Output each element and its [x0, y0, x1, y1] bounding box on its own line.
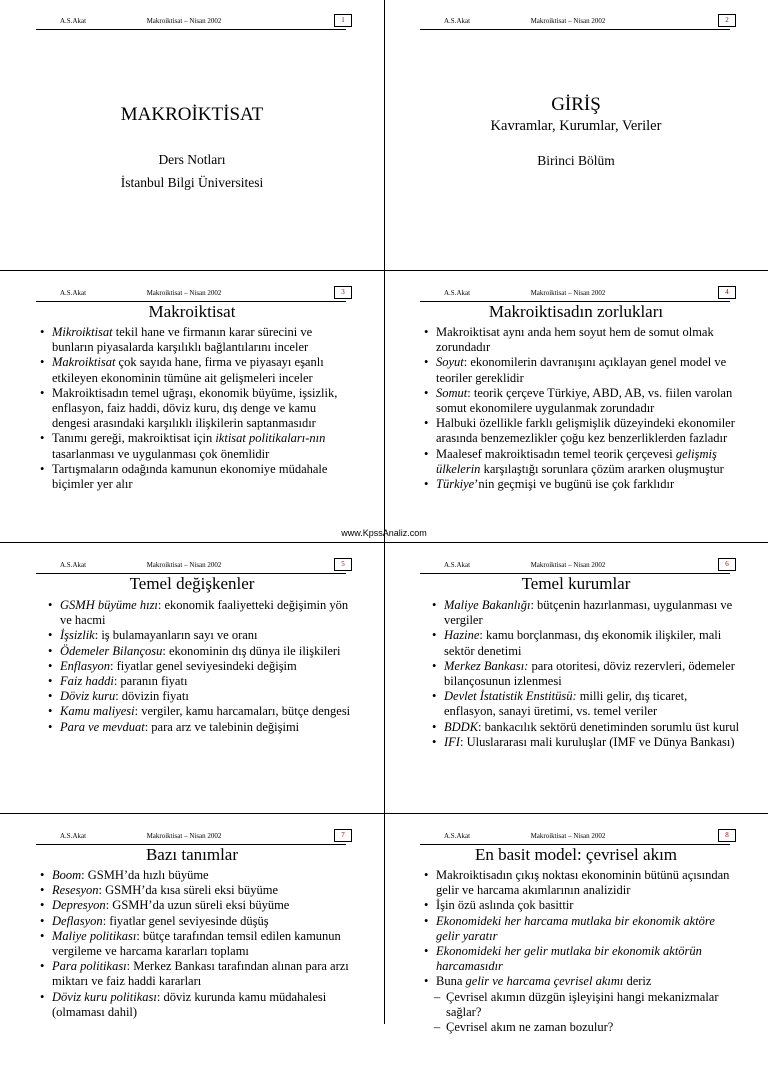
bullet-text: : fiyatlar genel seviyesindeki değişim	[110, 658, 297, 673]
bullet-item	[40, 914, 356, 929]
slide-header	[420, 558, 729, 574]
author: A.S.Akat	[60, 289, 87, 297]
bullet-term: Resesyon	[52, 883, 99, 898]
slide-3	[0, 272, 384, 542]
slide-number: 5	[334, 558, 352, 571]
bullet-text: : bankacılık sektörü denetiminden sorumlu üst kurul	[478, 719, 740, 734]
bullet-text: karşılaştığı sorunlara çözüm ararken oluşmuştur	[480, 461, 724, 476]
slide-header	[36, 558, 345, 574]
bullet-list	[40, 868, 356, 1020]
bullet-text: Buna	[436, 974, 466, 989]
bullet-term: Para politikası	[52, 959, 127, 974]
bullet-text: : döviz kurunda kamu müdahalesi (olmaması dahil)	[52, 989, 327, 1019]
author: A.S.Akat	[444, 832, 471, 840]
slide-number: 8	[718, 829, 736, 842]
bullet-item	[424, 974, 740, 989]
slide-subtitle: Ders Notları	[158, 152, 226, 167]
header-rule	[420, 29, 730, 30]
slide-8	[384, 815, 768, 1085]
bullet-list	[48, 598, 356, 735]
slide-title: Temel kurumlar	[521, 574, 631, 593]
bullet-text: : GSMH’da kısa süreli eksi büyüme	[98, 883, 279, 898]
watermark-text: www.KpssAnaliz.com	[341, 528, 427, 538]
bullet-term: Merkez Bankası:	[444, 658, 529, 673]
bullet-item	[40, 325, 356, 355]
bullet-term: GSMH büyüme hızı	[60, 598, 158, 612]
bullet-item	[40, 462, 356, 492]
bullet-text: : para arz ve talebinin değişimi	[144, 719, 300, 734]
bullet-list	[424, 868, 740, 1035]
author: A.S.Akat	[60, 17, 87, 25]
bullet-item	[424, 898, 740, 913]
bullet-item	[424, 416, 740, 446]
header-rule	[36, 29, 346, 30]
bullet-text: ’nin geçmişi ve bugünü ise çok farklıdır	[474, 477, 675, 492]
bullet-item	[40, 431, 356, 461]
bullet-item	[432, 628, 740, 658]
course-title: Makroiktisat – Nisan 2002	[146, 17, 222, 25]
bullet-item	[432, 659, 740, 689]
bullet-item	[40, 898, 356, 913]
bullet-text: : Merkez Bankası tarafından alınan para arzı miktarı ve faiz haddi kararları	[52, 959, 349, 989]
bullet-item	[48, 720, 356, 735]
bullet-item	[424, 386, 740, 416]
bullet-item	[48, 598, 356, 628]
bullet-term: Maliye Bakanlığı	[444, 598, 531, 612]
bullet-item	[424, 447, 740, 477]
bullet-term: Ekonomideki her harcama mutlaka bir ekonomik aktöre gelir yaratır	[436, 913, 715, 943]
bullet-item	[424, 868, 740, 898]
bullet-term: Maliye politikası	[52, 928, 137, 943]
bullet-text: Tanımı gereği, makroiktisat için	[52, 431, 216, 446]
slide-4	[384, 272, 768, 542]
bullet-text: : kamu borçlanması, dış ekonomik ilişkiler, mali sektör denetimi	[444, 628, 722, 658]
bullet-term: Soyut	[436, 355, 464, 370]
bullet-item	[48, 659, 356, 674]
slide-7	[0, 815, 384, 1085]
bullet-item	[48, 689, 356, 704]
slide-5	[0, 544, 384, 814]
slide-subtitle: Kavramlar, Kurumlar, Veriler	[490, 118, 662, 134]
sub-bullet-item: – Çevrisel akımın düzgün işleyişini hangi mekanizmalar sağlar?	[424, 990, 740, 1020]
slide-1	[0, 0, 384, 270]
bullet-item	[432, 735, 740, 750]
bullet-item	[48, 628, 356, 643]
slide-header	[36, 14, 345, 30]
bullet-term: İşsizlik	[60, 628, 95, 643]
bullet-text: Makroiktisadın temel uğraşı, ekonomik büyüme, işsizlik, enflasyon, faiz haddi, döviz kuru, dış denge ve kamu dengesi arasındaki karşılıklı ilişkilerin saptanmasıdır	[52, 385, 338, 431]
author: A.S.Akat	[60, 832, 87, 840]
bullet-item	[40, 883, 356, 898]
bullet-text: : Uluslararası mali kuruluşlar (IMF ve Dünya Bankası)	[459, 734, 735, 749]
bullet-item	[432, 598, 740, 628]
bullet-item	[40, 959, 356, 989]
bullet-term: Döviz kuru politikası	[52, 989, 157, 1004]
bullet-text: : paranın fiyatı	[113, 674, 188, 689]
slide-header	[420, 14, 729, 30]
bullet-item	[432, 689, 740, 719]
bullet-text: : vergiler, kamu harcamaları, bütçe dengesi	[134, 704, 351, 719]
bullet-item	[424, 477, 740, 492]
bullet-text: çok sayıda hane, firma ve piyasayı eşanlı etkileyen ekonominin tümüne ait gelişmeleri inceler	[52, 355, 324, 385]
author: A.S.Akat	[444, 561, 471, 569]
institution: İstanbul Bilgi Üniversitesi	[120, 175, 264, 190]
bullet-item	[424, 325, 740, 355]
bullet-term: Mikroiktisat	[52, 325, 113, 339]
bullet-term: Somut	[436, 385, 468, 400]
bullet-text: Makroiktisat aynı anda hem soyut hem de somut olmak zorundadır	[436, 325, 714, 355]
bullet-item	[424, 355, 740, 385]
bullet-text: Halbuki özellikle farklı gelişmişlik düzeyindeki ekonomiler arasında benzemezlikler çoğu kez benzerliklerden fazladır	[436, 416, 735, 446]
bullet-text: : fiyatlar genel seviyesinde düşüş	[102, 913, 269, 928]
slide-2	[384, 0, 768, 270]
bullet-item	[40, 868, 356, 883]
course-title: Makroiktisat – Nisan 2002	[146, 832, 222, 840]
slide-title: GİRİŞ	[551, 94, 601, 115]
bullet-text: Tartışmaların odağında kamunun ekonomiye müdahale biçimler yer alır	[52, 461, 328, 492]
bullet-text: : dövizin fiyatı	[115, 689, 189, 704]
author: A.S.Akat	[444, 289, 471, 297]
bullet-item	[40, 355, 356, 385]
bullet-term: gelişmiş ülkelerin	[436, 446, 717, 476]
author: A.S.Akat	[60, 561, 87, 569]
bullet-term: gelir ve harcama çevrisel akımı	[465, 974, 624, 989]
course-title: Makroiktisat – Nisan 2002	[530, 17, 606, 25]
slide-number: 6	[718, 558, 736, 571]
bullet-term: Kamu maliyesi	[60, 704, 135, 719]
bullet-term: Türkiye	[436, 477, 475, 492]
bullet-term: BDDK	[444, 719, 479, 734]
bullet-item	[48, 704, 356, 719]
slide-number: 4	[718, 286, 736, 299]
bullet-item	[40, 386, 356, 432]
bullet-item	[48, 644, 356, 659]
bullet-term: Faiz haddi	[60, 674, 114, 689]
course-title: Makroiktisat – Nisan 2002	[530, 561, 606, 569]
bullet-term: Boom	[52, 868, 82, 882]
bullet-text: : bütçe tarafından temsil edilen kamunun vergileme ve harcama kararları toplamı	[52, 928, 341, 959]
bullet-term: Para ve mevduat	[60, 719, 145, 734]
bullet-text: : iş bulamayanların sayı ve oranı	[94, 628, 258, 643]
slide-header	[36, 286, 345, 302]
bullet-text: : GSMH’da hızlı büyüme	[81, 868, 209, 882]
bullet-item	[48, 674, 356, 689]
slide-header	[36, 829, 345, 845]
bullet-item	[40, 990, 356, 1020]
course-title: Makroiktisat – Nisan 2002	[146, 561, 222, 569]
bullet-text: Maalesef makroiktisadın temel teorik çerçevesi	[436, 446, 676, 461]
slide-title: Makroiktisadın zorlukları	[488, 302, 664, 321]
bullet-text: : teorik çerçeve Türkiye, ABD, AB, vs. fiilen varolan somut ekonomilere uygulanmak zorundadır	[436, 385, 733, 416]
slide-title: MAKROİKTİSAT	[120, 104, 264, 125]
bullet-text: : GSMH’da uzun süreli eksi büyüme	[105, 898, 290, 913]
slide-header	[420, 829, 729, 845]
bullet-text: deriz	[623, 974, 652, 989]
author: A.S.Akat	[444, 17, 471, 25]
course-title: Makroiktisat – Nisan 2002	[146, 289, 222, 297]
chapter-label: Birinci Bölüm	[537, 153, 615, 168]
slide-title: En basit model: çevrisel akım	[474, 845, 678, 864]
bullet-item	[432, 720, 740, 735]
bullet-text: milli gelir, dış ticaret, enflasyon, sanayi üretimi, vs. temel veriler	[444, 689, 688, 719]
bullet-term: Döviz kuru	[60, 689, 116, 704]
bullet-item	[424, 944, 740, 974]
bullet-text: İşin özü aslında çok basittir	[436, 898, 574, 913]
bullet-list	[40, 325, 356, 492]
bullet-item	[424, 914, 740, 944]
bullet-list	[432, 598, 740, 750]
slide-title: Temel değişkenler	[129, 574, 255, 593]
slide-number: 7	[334, 829, 352, 842]
bullet-list	[424, 325, 740, 492]
slide-number: 3	[334, 286, 352, 299]
bullet-term: Enflasyon	[60, 658, 110, 673]
bullet-item	[40, 929, 356, 959]
bullet-text: tasarlanması ve uygulanması çok önemlidir	[52, 446, 270, 461]
bullet-text: : ekonomilerin davranışını açıklayan genel model ve teoriler gereklidir	[436, 355, 727, 385]
bullet-term: iktisat politikaları-nın	[215, 431, 326, 446]
slide-number: 1	[334, 14, 352, 27]
bullet-term: Ekonomideki her gelir mutlaka bir ekonomik aktörün harcamasıdır	[436, 944, 702, 974]
bullet-text: : ekonomik faaliyetteki değişimin yön ve hacmi	[60, 598, 349, 628]
row-divider	[0, 542, 768, 543]
course-title: Makroiktisat – Nisan 2002	[530, 289, 606, 297]
bullet-term: IFI	[444, 734, 460, 749]
bullet-text: : bütçenin hazırlanması, uygulanması ve vergiler	[444, 598, 733, 628]
bullet-text: tekil hane ve firmanın karar sürecini ve bunların piyasalarda karşılıklı bağlantılarını inceler	[52, 325, 313, 355]
slide-header	[420, 286, 729, 302]
slide-6	[384, 544, 768, 814]
bullet-text: : ekonominin dış dünya ile ilişkileri	[162, 643, 341, 658]
bullet-text: Makroiktisadın çıkış noktası ekonominin bütünü açısından gelir ve harcama akımlarının analizidir	[436, 868, 730, 898]
bullet-term: Hazine	[444, 628, 480, 643]
bullet-text: para otoritesi, döviz rezervleri, ödemeler bilançosunun izlenmesi	[444, 658, 735, 689]
bullet-term: Depresyon	[52, 898, 106, 913]
sub-bullet-item: – Çevrisel akım ne zaman bozulur?	[424, 1020, 740, 1035]
bullet-term: Ödemeler Bilançosu	[60, 643, 163, 658]
bullet-term: Deflasyon	[52, 913, 103, 928]
row-divider	[0, 270, 768, 271]
slide-number: 2	[718, 14, 736, 27]
course-title: Makroiktisat – Nisan 2002	[530, 832, 606, 840]
bullet-term: Makroiktisat	[52, 355, 116, 370]
slide-title: Bazı tanımlar	[145, 845, 239, 864]
bullet-term: Devlet İstatistik Enstitüsü:	[444, 689, 577, 704]
slide-title: Makroiktisat	[148, 302, 236, 321]
